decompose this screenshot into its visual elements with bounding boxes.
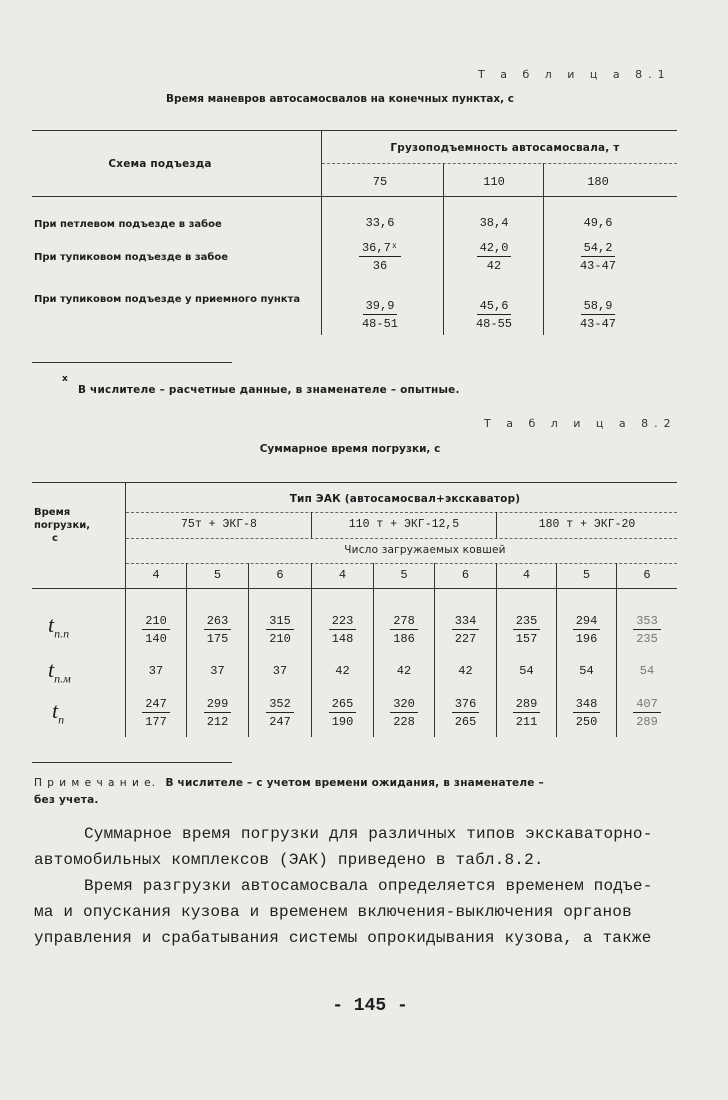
row-symbol-t-p <box>52 698 64 727</box>
denominator: 157 <box>515 632 538 646</box>
body-line: ма и опускания кузова и временем включения-выключения органов <box>34 903 632 921</box>
denominator: 177 <box>145 715 167 729</box>
table-8-2-cell: 37 <box>272 664 288 678</box>
table-8-1-col-divider <box>543 163 544 335</box>
table-8-2-group-rule <box>126 538 677 539</box>
numerator: 54,2 <box>581 241 616 257</box>
table-8-1-footnote: В числителе – расчетные данные, в знаменателе – опытные. <box>78 384 460 396</box>
symbol: t <box>48 657 55 682</box>
table-8-1-caption: Т а б л и ц а 8.1 <box>478 68 671 81</box>
bucket-count: 6 <box>643 568 651 582</box>
table-8-2-header-bottom-rule <box>32 588 677 589</box>
table-8-2-fraction <box>249 614 311 646</box>
table-8-1-row-label: При тупиковом подъезде у приемного пункта <box>34 294 301 305</box>
body-line: автомобильных комплексов (ЭАК) приведено в табл.8.2. <box>34 851 544 869</box>
denominator: 250 <box>575 715 598 729</box>
row-symbol-t-pp <box>48 612 69 641</box>
numerator: 348 <box>573 697 601 713</box>
table-8-1-col-divider <box>443 163 444 335</box>
table-8-2-cell: 42 <box>458 664 473 678</box>
table-8-2-cell: 54 <box>519 664 534 678</box>
table-8-1-capacity-110: 110 <box>483 175 505 189</box>
table-8-1-capacity-75: 75 <box>372 175 388 189</box>
table-8-2-fraction <box>126 697 186 729</box>
table-8-1-cell: 33,6 <box>365 216 395 230</box>
denominator: 212 <box>206 715 229 729</box>
denominator: 175 <box>206 632 229 646</box>
denominator: 43-47 <box>579 259 616 273</box>
numerator: 353 <box>633 614 661 630</box>
table-8-2-group-75: 75т + ЭКГ-8 <box>181 518 257 531</box>
bucket-count: 4 <box>338 568 347 582</box>
denominator: 247 <box>269 715 291 729</box>
table-8-1-fraction <box>548 241 648 273</box>
table-8-1-header-capacity: Грузоподъемность автосамосвала, т <box>390 142 620 154</box>
table-8-2-cell: 54 <box>579 664 594 678</box>
denominator: 228 <box>393 715 415 729</box>
table-8-2-group-110: 110 т + ЭКГ-12,5 <box>348 518 460 531</box>
body-line: Время разгрузки автосамосвала определяется временем подъе- <box>84 877 653 895</box>
table-8-1-top-rule <box>32 130 677 131</box>
numerator: 299 <box>204 697 232 713</box>
numerator: 263 <box>204 614 232 630</box>
table-8-1-cell: 38,4 <box>479 216 509 230</box>
table-8-2-fraction <box>617 614 677 646</box>
bucket-count: 5 <box>213 568 222 582</box>
table-8-1-header-bottom-rule <box>32 196 677 197</box>
header-time-line: с <box>52 533 58 544</box>
table-8-2-type-rule <box>126 512 677 513</box>
table-8-2-group-180: 180 т + ЭКГ-20 <box>538 518 636 531</box>
table-8-1-fraction <box>448 299 540 331</box>
table-8-2-fraction <box>617 697 677 729</box>
table-8-2-fraction <box>497 697 556 729</box>
numerator: 247 <box>142 697 170 713</box>
denominator: 186 <box>393 632 415 646</box>
numerator: 278 <box>390 614 418 630</box>
denominator: 148 <box>331 632 354 646</box>
table-8-2-cell: 37 <box>210 664 225 678</box>
table-8-2-fraction <box>187 697 248 729</box>
table-8-2-cell: 42 <box>335 664 350 678</box>
table-8-2-fraction <box>557 697 616 729</box>
table-8-1-header-rule <box>322 163 677 164</box>
denominator: 140 <box>145 632 167 646</box>
numerator: 334 <box>452 614 480 630</box>
symbol-subscript: п <box>58 712 65 727</box>
denominator: 190 <box>331 715 354 729</box>
numerator: 235 <box>513 614 541 630</box>
numerator: 320 <box>390 697 418 713</box>
table-8-2-fraction <box>187 614 248 646</box>
body-line: Суммарное время погрузки для различных типов экскаваторно- <box>84 825 653 843</box>
note-text-continued: без учета. <box>34 794 99 806</box>
table-8-1-row-label: При петлевом подъезде в забое <box>34 219 222 230</box>
table-8-2-fraction <box>435 697 496 729</box>
table-8-2-fraction <box>374 697 434 729</box>
table-8-2-header-time <box>34 506 90 545</box>
table-8-2-fraction <box>435 614 496 646</box>
numerator: 376 <box>452 697 480 713</box>
symbol: t <box>48 612 55 637</box>
header-time-line: погрузки, <box>34 520 91 531</box>
bucket-count: 4 <box>522 568 531 582</box>
bucket-count: 6 <box>276 568 284 582</box>
table-8-1-fraction <box>448 241 540 273</box>
note-text: В числителе – с учетом времени ожидания, в знаменателе – <box>165 777 544 789</box>
table-8-2-header-type: Тип ЭАК (автосамосвал+экскаватор) <box>289 493 521 505</box>
denominator: 36 <box>372 259 388 273</box>
bucket-count: 5 <box>400 568 408 582</box>
denominator: 235 <box>636 632 658 646</box>
table-8-2-header-buckets: Число загружаемых ковшей <box>344 544 506 556</box>
symbol-subscript: п.п <box>54 626 70 641</box>
denominator: 196 <box>575 632 598 646</box>
footnote-mark: x <box>62 374 68 384</box>
numerator: 42,0 <box>477 241 512 257</box>
numerator: 352 <box>266 697 294 713</box>
table-8-1-capacity-180: 180 <box>587 175 609 189</box>
numerator: 289 <box>513 697 541 713</box>
table-8-2-top-rule <box>32 482 677 483</box>
numerator: 223 <box>329 614 357 630</box>
denominator: 265 <box>454 715 477 729</box>
table-8-1-header-scheme: Схема подъезда <box>108 158 212 170</box>
denominator: 289 <box>636 715 658 729</box>
numerator: 36,7ˣ <box>359 241 401 257</box>
table-8-1-fraction <box>330 241 430 273</box>
footnote-separator <box>32 362 232 363</box>
page-number: - 145 - <box>332 996 408 1016</box>
denominator: 211 <box>515 715 538 729</box>
denominator: 42 <box>486 259 502 273</box>
table-8-2-fraction <box>249 697 311 729</box>
bucket-count: 5 <box>582 568 591 582</box>
header-time-line: Время <box>34 507 71 518</box>
table-8-2-cell: 37 <box>148 664 164 678</box>
table-8-2-group-divider <box>496 512 497 538</box>
note-separator <box>32 762 232 763</box>
bucket-count: 6 <box>461 568 470 582</box>
table-8-2-cell: 42 <box>396 664 412 678</box>
table-8-2-buckets-rule <box>126 563 677 564</box>
table-8-2-fraction <box>557 614 616 646</box>
row-symbol-t-pm <box>48 657 71 686</box>
table-8-1-row-label: При тупиковом подъезде в забое <box>34 252 229 263</box>
table-8-2-note <box>34 775 694 809</box>
note-label: П р и м е ч а н и е. <box>34 777 156 789</box>
table-8-2-fraction <box>126 614 186 646</box>
numerator: 39,9 <box>363 299 398 315</box>
numerator: 210 <box>142 614 170 630</box>
table-8-1-fraction <box>330 299 430 331</box>
table-8-2-group-divider <box>311 512 312 538</box>
numerator: 294 <box>573 614 601 630</box>
table-8-1-col-divider <box>321 130 322 335</box>
denominator: 210 <box>269 632 291 646</box>
symbol-subscript: п.м <box>54 671 71 686</box>
numerator: 407 <box>633 697 661 713</box>
table-8-1-fraction <box>548 299 648 331</box>
denominator: 227 <box>454 632 477 646</box>
table-8-2-fraction <box>497 614 556 646</box>
numerator: 315 <box>266 614 294 630</box>
table-8-2-title: Суммарное время погрузки, с <box>259 443 441 455</box>
numerator: 58,9 <box>581 299 616 315</box>
table-8-1-cell: 49,6 <box>583 216 613 230</box>
table-8-2-caption: Т а б л и ц а 8.2 <box>484 417 677 430</box>
table-8-1-title: Время маневров автосамосвалов на конечных пунктах, с <box>165 93 515 105</box>
denominator: 48-51 <box>361 317 398 331</box>
table-8-2-cell: 54 <box>639 664 655 678</box>
denominator: 48-55 <box>475 317 512 331</box>
table-8-2-fraction <box>374 614 434 646</box>
table-8-2-fraction <box>312 697 373 729</box>
symbol: t <box>52 698 59 723</box>
body-line: управления и срабатывания системы опрокидывания кузова, а также <box>34 929 652 947</box>
numerator: 45,6 <box>477 299 512 315</box>
bucket-count: 4 <box>152 568 160 582</box>
table-8-2-fraction <box>312 614 373 646</box>
denominator: 43-47 <box>579 317 616 331</box>
numerator: 265 <box>329 697 357 713</box>
